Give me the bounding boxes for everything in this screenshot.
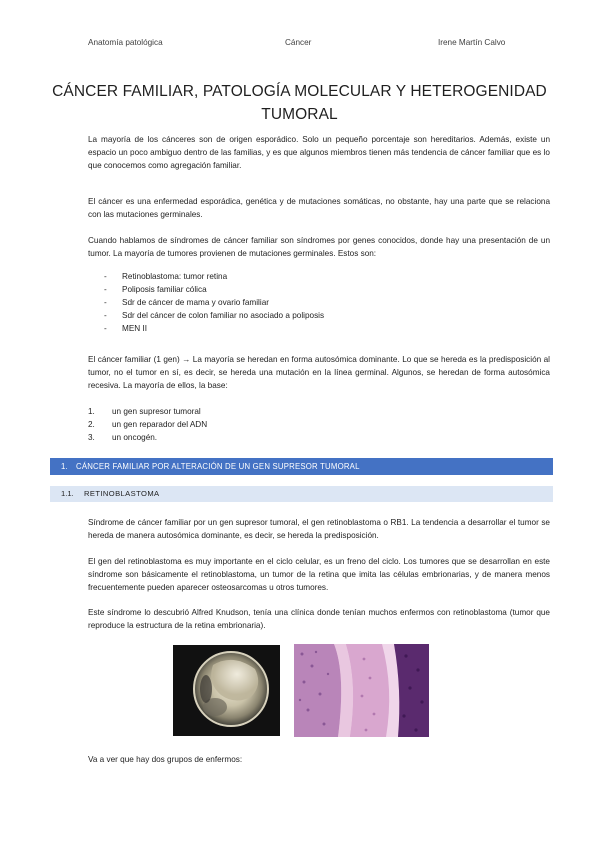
list-text: un gen supresor tumoral [112, 407, 201, 416]
list-item: - Sdr del cáncer de colon familiar no asociado a poliposis [104, 309, 324, 322]
paragraph-cell-cycle: El gen del retinoblastoma es muy importante en el ciclo celular, es un freno del ciclo. Los tumores que se desarrollan en este síndrome son básicamente el retinoblastoma, un tumor de la retina que imita las células embrionarias, y de manera menos frecuentemente pueden aparecer osteosarcomas u otros tumores. [88, 557, 550, 592]
page-header [0, 38, 599, 50]
paragraph-inheritance: El cáncer familiar (1 gen) → La mayoría se heredan en forma autosómica dominante. Lo que se hereda es la predisposición al tumor, no el tumor en sí, es decir, se hereda una mutación en la línea germinal. Algunos, se heredan de forma autosómica recesiva. La mayoría de ellos, la base: [88, 355, 550, 390]
paragraph-rb1: Síndrome de cáncer familiar por un gen supresor tumoral, el gen retinoblastoma o RB1. La tendencia a desarrollar el tumor se hereda de manera autosómica dominante, es decir, se hereda la predisposición. [88, 518, 550, 540]
subsection-title: RETINOBLASTOMA [84, 489, 160, 498]
subsection-heading-1-1 [50, 486, 553, 502]
retinoblastoma-eye-photo [173, 645, 280, 736]
retina-histology-photo [294, 644, 429, 737]
paragraph-two-groups: Va a ver que hay dos grupos de enfermos: [88, 755, 243, 764]
list-item: - Sdr de cáncer de mama y ovario familiar [104, 296, 324, 309]
list-number: 1. [88, 407, 95, 416]
paragraph-knudson: Este síndrome lo descubrió Alfred Knudson, tenía una clínica donde tenían muchos enfermos con retinoblastoma (tumor que reproduce la estructura de la retina embrionaria). [88, 608, 550, 630]
subsection-number: 1.1. [61, 489, 74, 498]
list-item [88, 418, 207, 431]
header-subject: Anatomía patológica [88, 38, 163, 47]
list-item: - Poliposis familiar cólica [104, 283, 324, 296]
list-text: un oncogén. [112, 433, 158, 442]
list-number: 3. [88, 433, 95, 442]
list-number: 2. [88, 420, 95, 429]
list-text: un gen reparador del ADN [112, 420, 208, 429]
paragraph-intro: La mayoría de los cánceres son de origen esporádico. Solo un pequeño porcentaje son hereditarios. Además, existe un espacio un poco ambiguo dentro de las familias, y es que algunos miembros tienen más tendencia de cáncer familiar que es lo que conocemos como agregación familiar. [88, 135, 550, 170]
header-topic: Cáncer [285, 38, 312, 47]
section-title: CÁNCER FAMILIAR POR ALTERACIÓN DE UN GEN SUPRESOR TUMORAL [76, 462, 360, 471]
section-heading-1 [50, 458, 553, 475]
base-list [88, 405, 207, 444]
list-item: - MEN II [104, 322, 324, 335]
list-item [88, 405, 207, 418]
section-number: 1. [61, 462, 68, 471]
paragraph-somatic: El cáncer es una enfermedad esporádica, genética y de mutaciones somáticas, no obstante, hay una parte que se relaciona con las mutaciones germinales. [88, 197, 550, 219]
paragraph-syndromes: Cuando hablamos de síndromes de cáncer familiar son síndromes por genes conocidos, donde hay una presentación de un tumor. La mayoría de tumores provienen de mutaciones germinales. Estos son: [88, 236, 550, 258]
page-title: CÁNCER FAMILIAR, PATOLOGÍA MOLECULAR Y HETEROGENIDAD TUMORAL [52, 83, 547, 123]
header-author: Irene Martín Calvo [438, 38, 506, 47]
list-item: - Retinoblastoma: tumor retina [104, 270, 324, 283]
list-item [88, 431, 207, 444]
syndrome-list [104, 270, 324, 335]
